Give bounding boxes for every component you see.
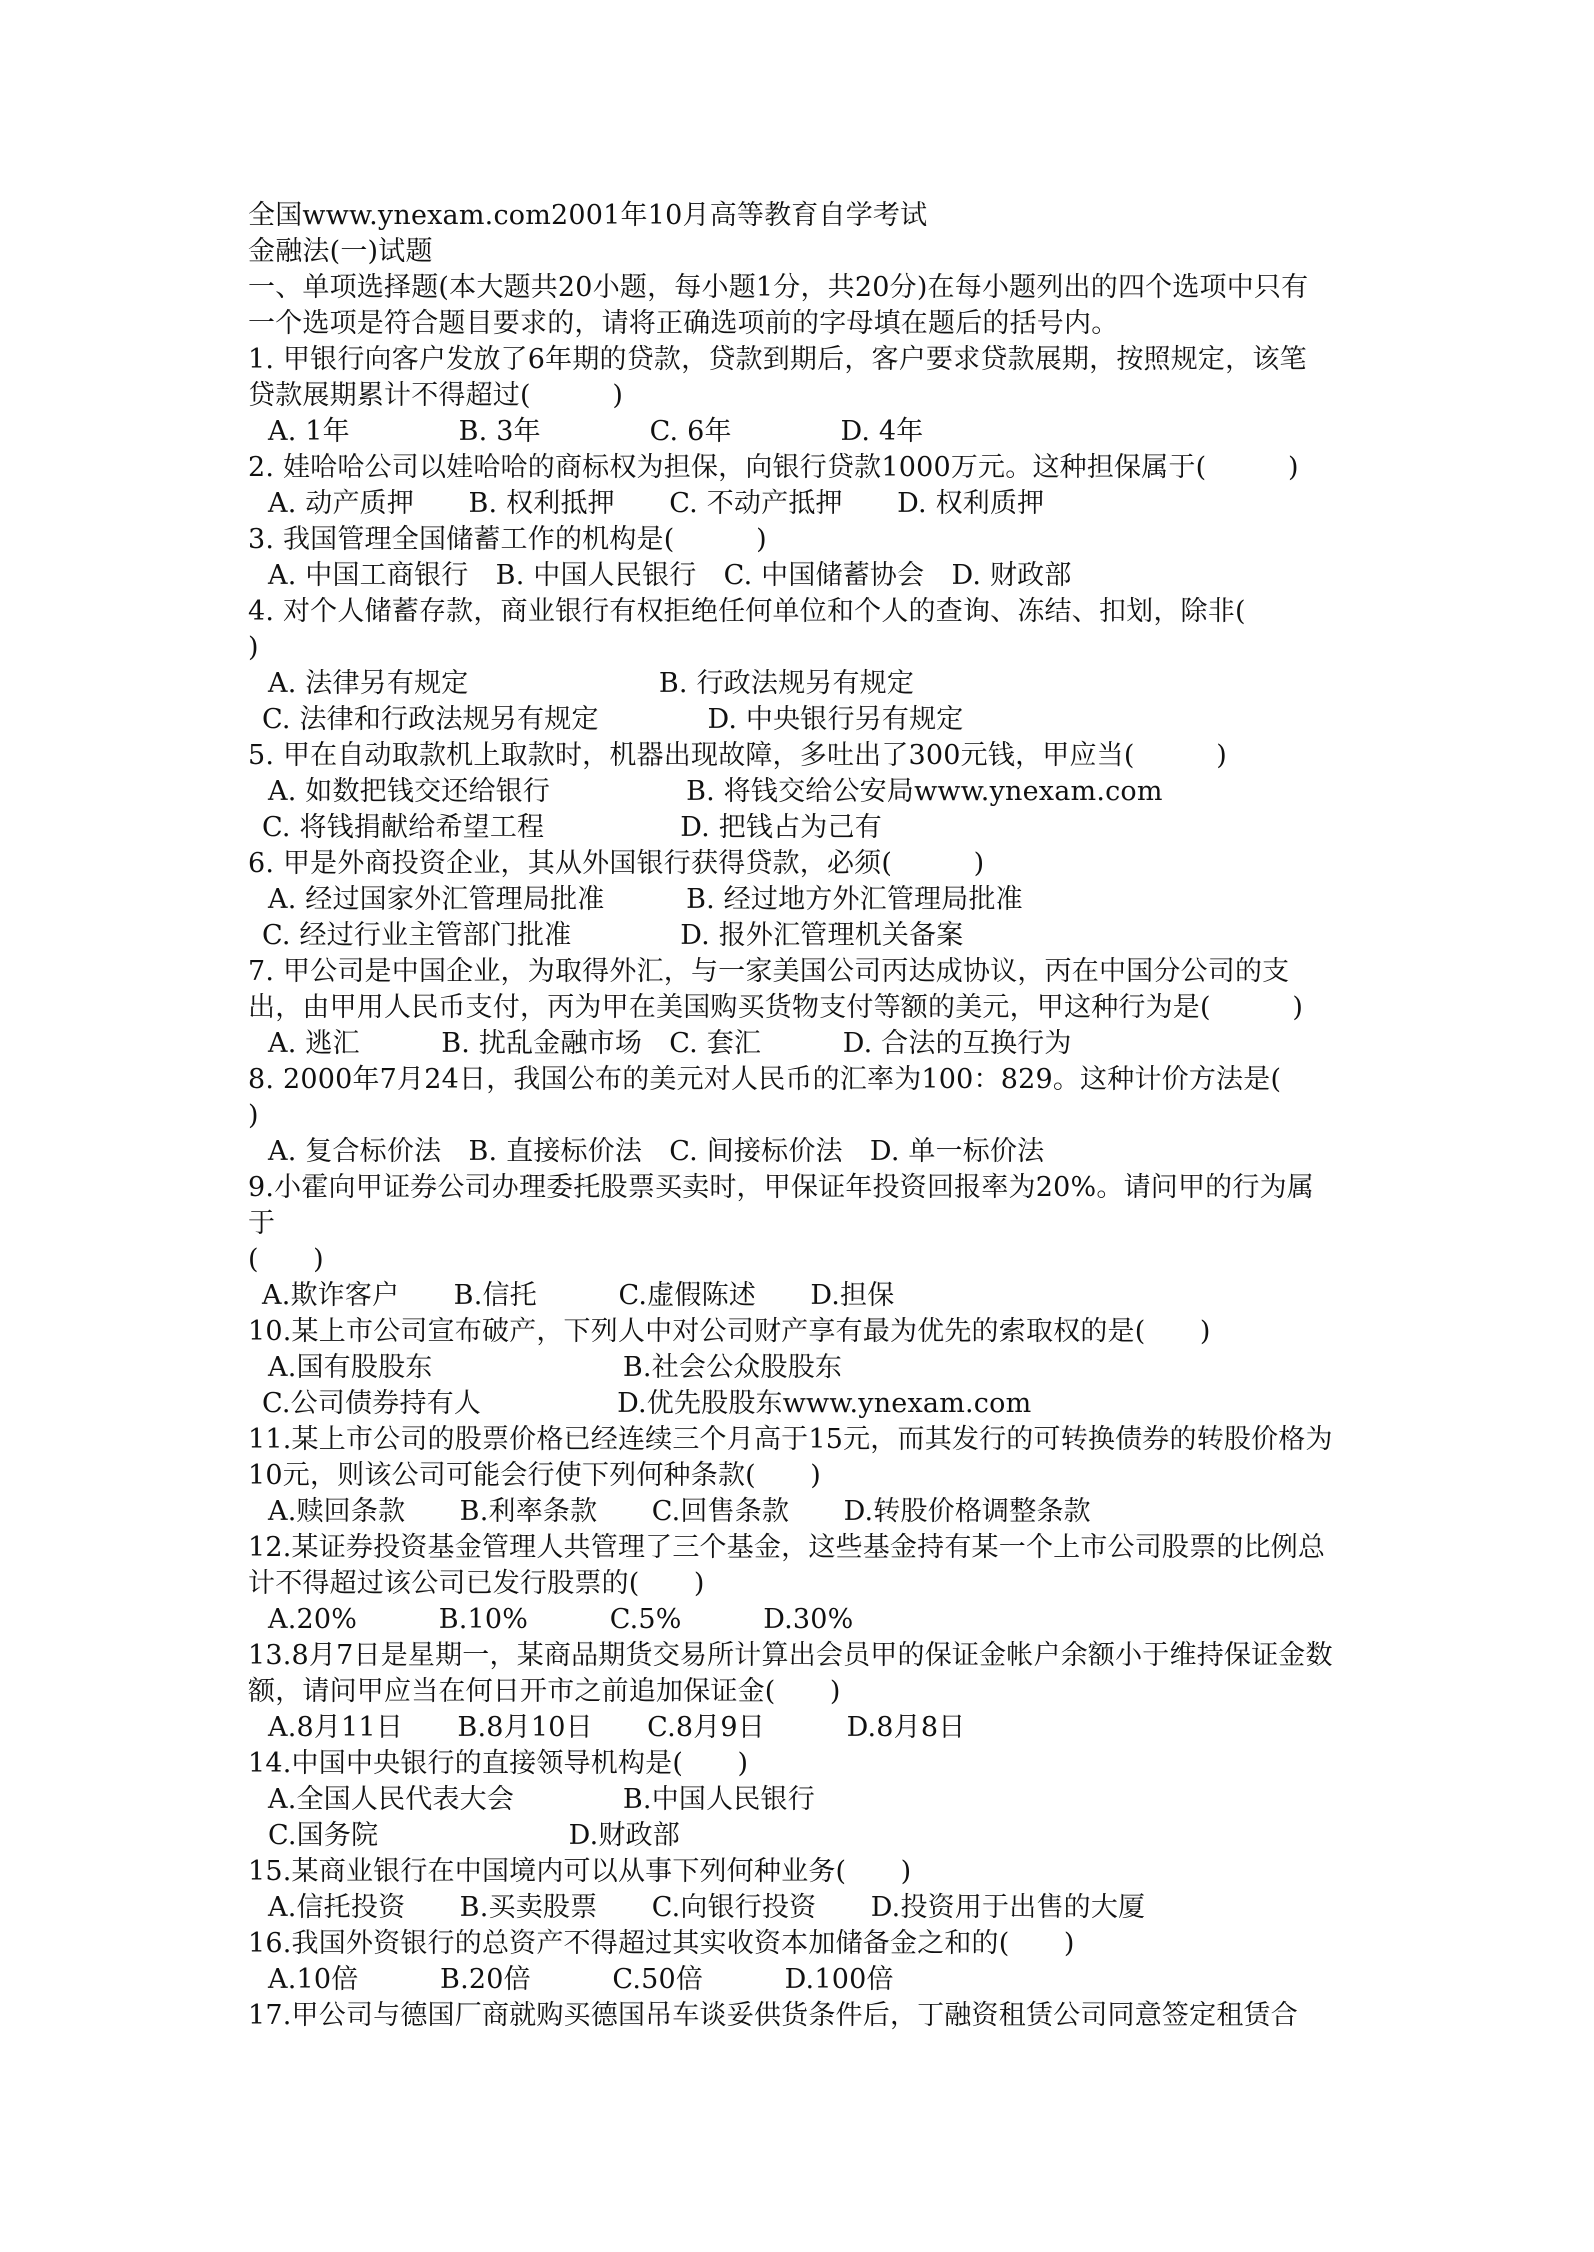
question-stem: 9.小霍向甲证券公司办理委托股票买卖时，甲保证年投资回报率为20%。请问甲的行为属 [248, 1172, 1314, 1203]
question-stem: 12.某证券投资基金管理人共管理了三个基金，这些基金持有某一个上市公司股票的比例总 [248, 1532, 1326, 1563]
question-options: C. 经过行业主管部门批准 D. 报外汇管理机关备案 [262, 920, 964, 951]
question-options: A.20% B.10% C.5% D.30% [268, 1604, 854, 1635]
question-options: A. 动产质押 B. 权利抵押 C. 不动产抵押 D. 权利质押 [268, 488, 1045, 519]
question-stem: 出，由甲用人民币支付，丙为甲在美国购买货物支付等额的美元，甲这种行为是( ) [248, 992, 1304, 1023]
question-stem: ) [248, 1100, 259, 1131]
question-stem: 4. 对个人储蓄存款，商业银行有权拒绝任何单位和个人的查询、冻结、扣划，除非( [248, 596, 1246, 627]
question-options: C. 将钱捐献给希望工程 D. 把钱占为己有 [262, 812, 882, 843]
exam-subtitle: 金融法(一)试题 [248, 236, 433, 267]
question-stem: ( ) [248, 1244, 324, 1275]
question-stem: 15.某商业银行在中国境内可以从事下列何种业务( ) [248, 1856, 912, 1887]
question-stem: 计不得超过该公司已发行股票的( ) [248, 1568, 705, 1599]
question-options: A. 复合标价法 B. 直接标价法 C. 间接标价法 D. 单一标价法 [268, 1136, 1045, 1167]
question-options: A. 经过国家外汇管理局批准 B. 经过地方外汇管理局批准 [268, 884, 1023, 915]
question-stem: 3. 我国管理全国储蓄工作的机构是( ) [248, 524, 767, 555]
question-options: A. 如数把钱交还给银行 B. 将钱交给公安局www.ynexam.com [268, 776, 1163, 807]
question-stem: 6. 甲是外商投资企业，其从外国银行获得贷款，必须( ) [248, 848, 985, 879]
question-options: A.赎回条款 B.利率条款 C.回售条款 D.转股价格调整条款 [268, 1496, 1091, 1527]
question-options: C.公司债券持有人 D.优先股股东www.ynexam.com [262, 1388, 1032, 1419]
question-options: A.全国人民代表大会 B.中国人民银行 [268, 1784, 815, 1815]
question-stem: 1. 甲银行向客户发放了6年期的贷款，贷款到期后，客户要求贷款展期，按照规定，该笔 [248, 344, 1307, 375]
question-options: A. 1年 B. 3年 C. 6年 D. 4年 [268, 416, 924, 447]
instructions-line: 一、单项选择题(本大题共20小题，每小题1分，共20分)在每小题列出的四个选项中只有 [248, 272, 1309, 303]
question-stem: 2. 娃哈哈公司以娃哈哈的商标权为担保，向银行贷款1000万元。这种担保属于( ) [248, 452, 1299, 483]
question-options: A.10倍 B.20倍 C.50倍 D.100倍 [268, 1964, 894, 1995]
question-options: C. 法律和行政法规另有规定 D. 中央银行另有规定 [262, 704, 964, 735]
question-options: A. 逃汇 B. 扰乱金融市场 C. 套汇 D. 合法的互换行为 [268, 1028, 1072, 1059]
question-stem: 10元，则该公司可能会行使下列何种条款( ) [248, 1460, 822, 1491]
question-stem: 5. 甲在自动取款机上取款时，机器出现故障，多吐出了300元钱，甲应当( ) [248, 740, 1227, 771]
question-stem: 贷款展期累计不得超过( ) [248, 380, 624, 411]
question-stem: 14.中国中央银行的直接领导机构是( ) [248, 1748, 749, 1779]
question-stem: 17.甲公司与德国厂商就购买德国吊车谈妥供货条件后，丁融资租赁公司同意签定租赁合 [248, 2000, 1298, 2031]
question-stem: 16.我国外资银行的总资产不得超过其实收资本加储备金之和的( ) [248, 1928, 1075, 1959]
question-options: A. 法律另有规定 B. 行政法规另有规定 [268, 668, 915, 699]
question-options: C.国务院 D.财政部 [268, 1820, 680, 1851]
question-stem: 额，请问甲应当在何日开市之前追加保证金( ) [248, 1676, 841, 1707]
question-options: A.欺诈客户 B.信托 C.虚假陈述 D.担保 [262, 1280, 895, 1311]
question-options: A.国有股股东 B.社会公众股股东 [268, 1352, 843, 1383]
question-stem: 于 [248, 1208, 276, 1239]
question-options: A. 中国工商银行 B. 中国人民银行 C. 中国储蓄协会 D. 财政部 [268, 560, 1072, 591]
question-options: A.8月11日 B.8月10日 C.8月9日 D.8月8日 [268, 1712, 966, 1743]
question-stem: 10.某上市公司宣布破产，下列人中对公司财产享有最为优先的索取权的是( ) [248, 1316, 1211, 1347]
question-stem: 11.某上市公司的股票价格已经连续三个月高于15元，而其发行的可转换债券的转股价格为 [248, 1424, 1333, 1455]
question-stem: 8. 2000年7月24日，我国公布的美元对人民币的汇率为100：829。这种计价方法是( [248, 1064, 1282, 1095]
exam-title: 全国www.ynexam.com2001年10月高等教育自学考试 [248, 200, 928, 231]
instructions-line: 一个选项是符合题目要求的，请将正确选项前的字母填在题后的括号内。 [248, 308, 1119, 339]
question-options: A.信托投资 B.买卖股票 C.向银行投资 D.投资用于出售的大厦 [268, 1892, 1146, 1923]
question-stem: ) [248, 632, 259, 663]
question-stem: 13.8月7日是星期一，某商品期货交易所计算出会员甲的保证金帐户余额小于维持保证金数 [248, 1640, 1333, 1671]
question-stem: 7. 甲公司是中国企业，为取得外汇，与一家美国公司丙达成协议，丙在中国分公司的支 [248, 956, 1290, 987]
